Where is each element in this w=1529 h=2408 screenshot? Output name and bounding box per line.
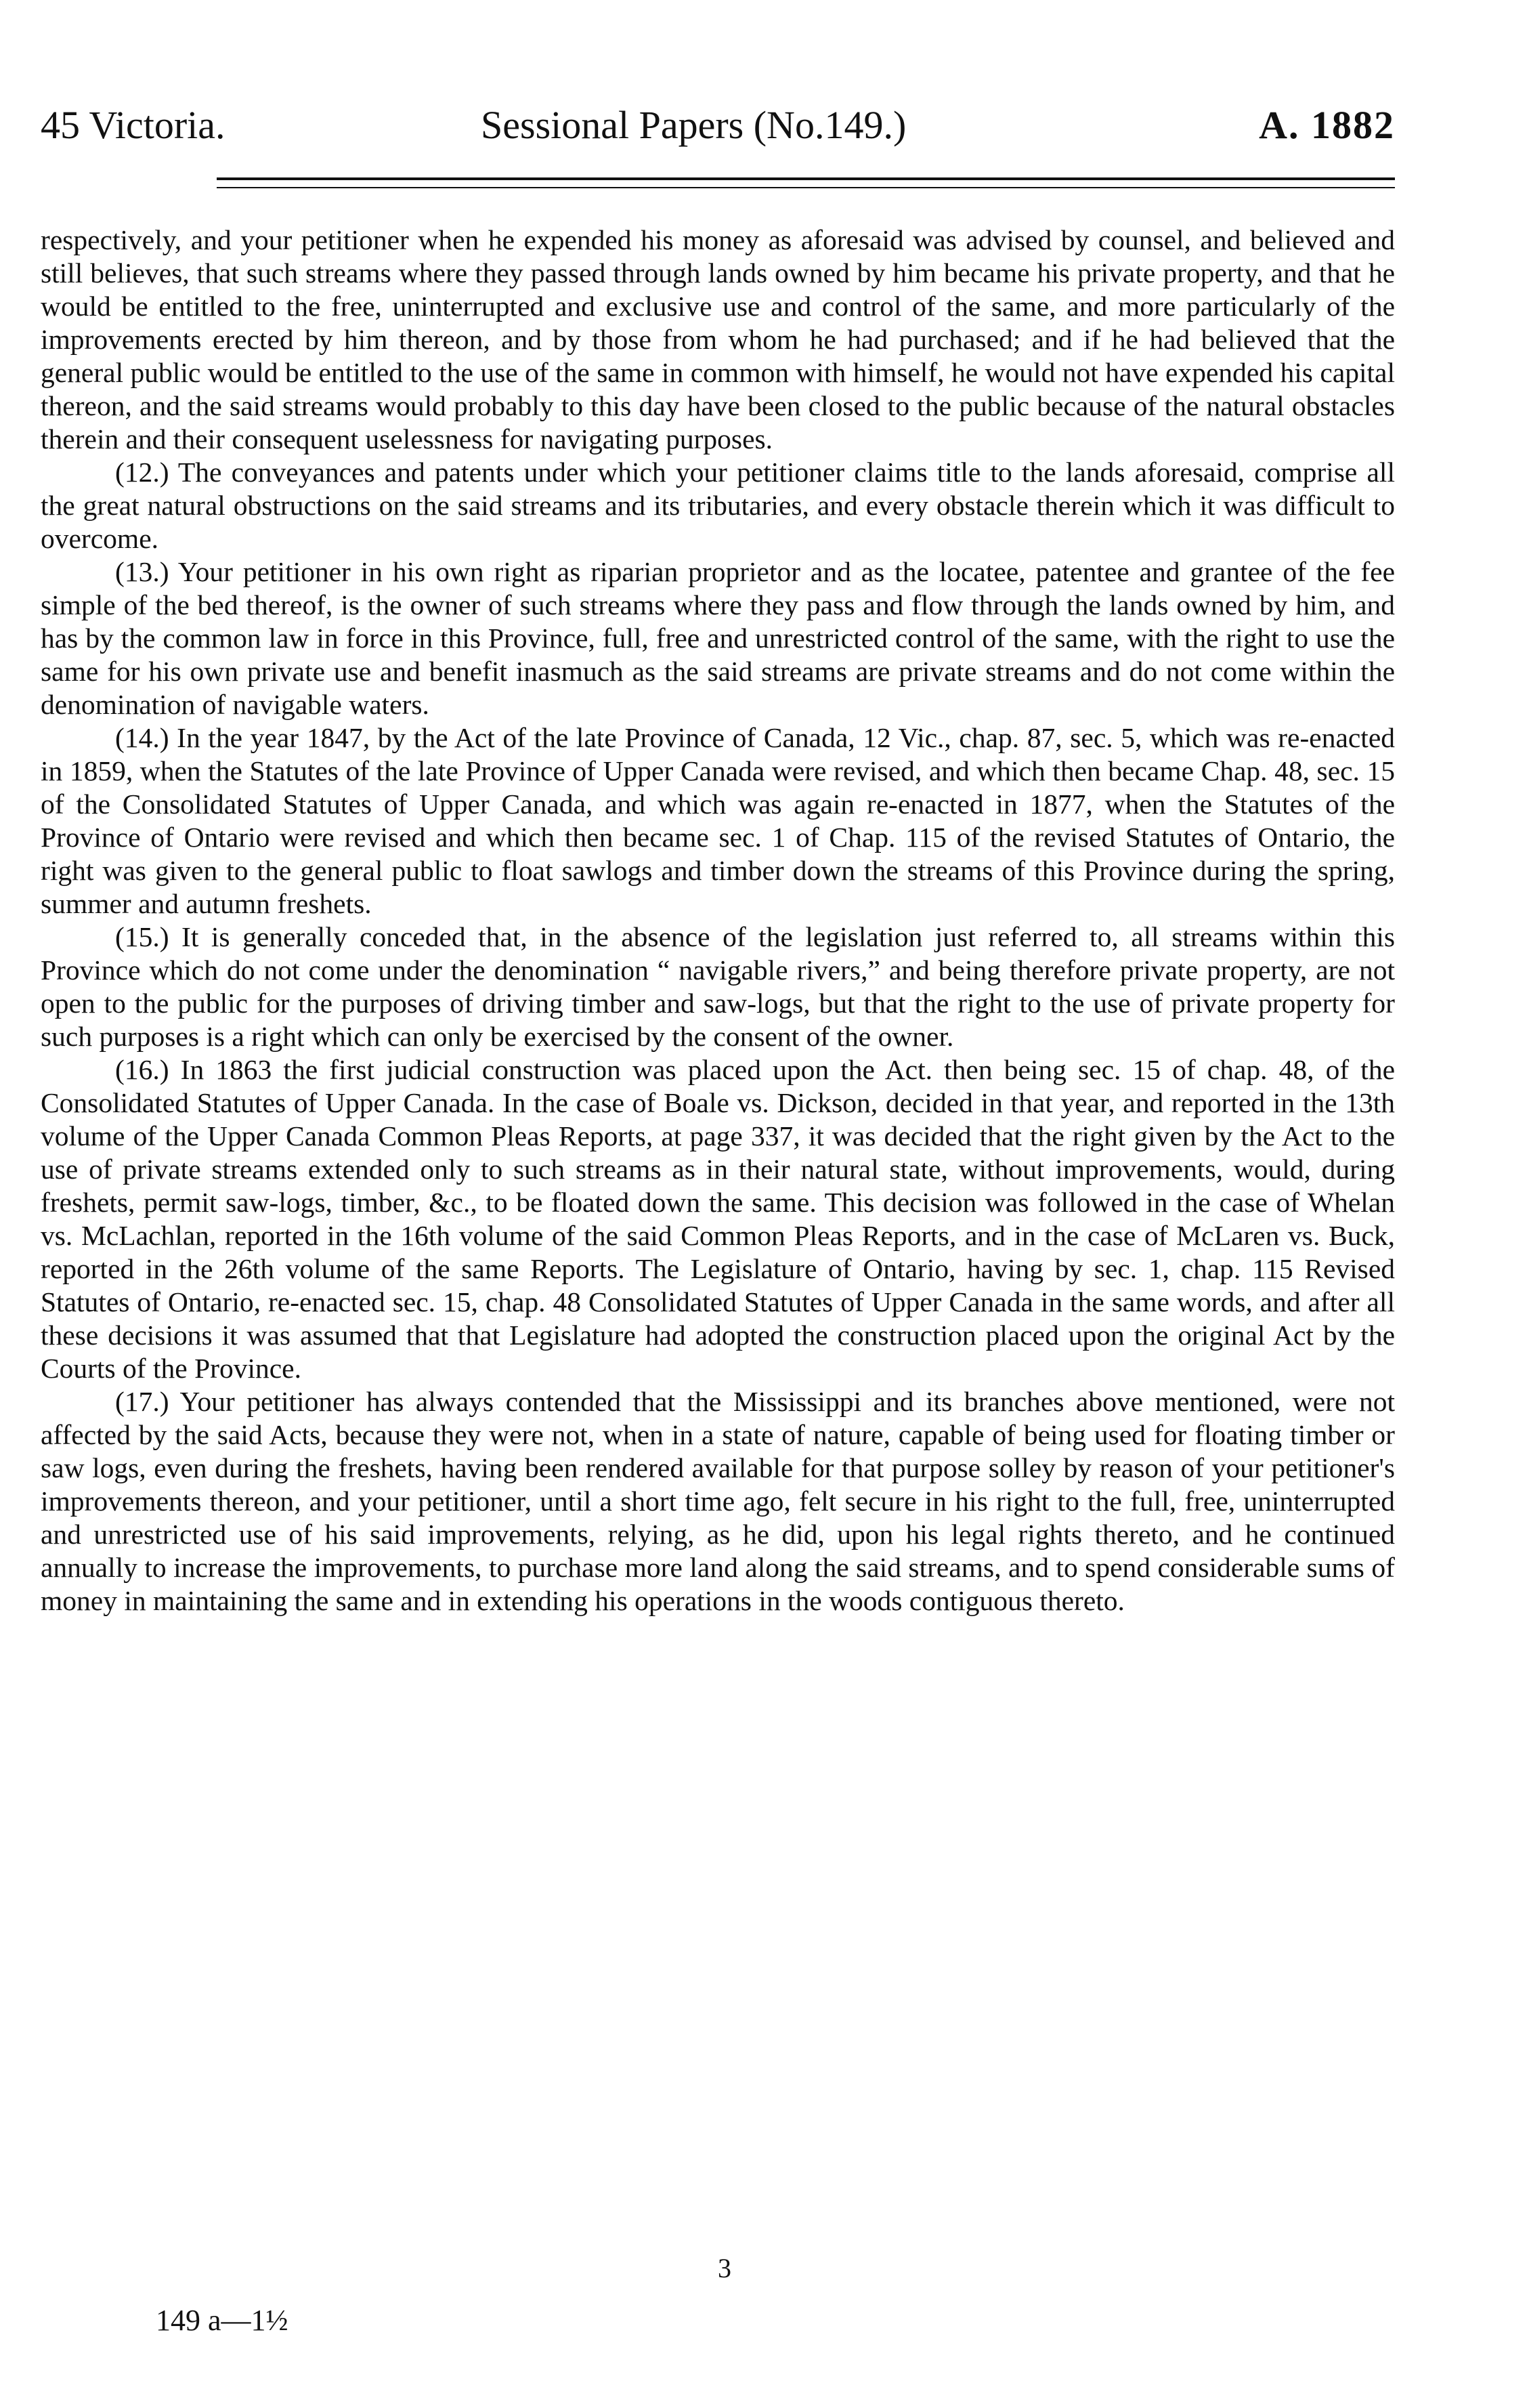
paragraph-16: (16.) In 1863 the first judicial construction was placed upon the Act. then being sec. 15 of chap. 48, of the Consolidated Statutes of Upper Canada. In the case of Boale vs. Dickson, decided in that year, and reported in the 13th volume of the Upper Canada Common Pleas Reports, at page 337, it was decided that the right given by the Act to the use of private streams extended only to such streams as in their natural state, without improvements, would, during freshets, permit saw-logs, timber, &c., to be floated down the same. This decision was followed in the case of Whelan vs. McLachlan, reported in the 16th volume of the said Common Pleas Reports, and in the case of McLaren vs. Buck, reported in the 26th volume of the same Reports. The Legislature of Ontario, having by sec. 1, chap. 115 Revised Statutes of Ontario, re-enacted sec. 15, chap. 48 Consolidated Statutes of Upper Canada in the same words, and after all these decisions it was assumed that that Legislature had adopted the construction placed upon the original Act by the Courts of the Province.: [41, 1054, 1395, 1384]
header-volume: 45 Victoria.: [41, 103, 225, 147]
page-number: 3: [718, 2253, 731, 2283]
paragraph-13: (13.) Your petitioner in his own right as riparian proprietor and as the locatee, patentee and grantee of the fee simple of the bed thereof, is the owner of such streams where they pass and flow through the lands owned by him, and has by the common law in force in this Province, full, free and unrestricted control of the same, with the right to use the same for his own private use and benefit inasmuch as the said streams are private streams and do not come within the denomination of navigable waters.: [41, 556, 1395, 720]
header-rule-thin: [217, 187, 1395, 188]
header-title: Sessional Papers (No.149.): [481, 103, 907, 147]
paragraph-continued: respectively, and your petitioner when he expended his money as aforesaid was advised by counsel, and believed and still believes, that such streams where they passed through lands owned by him became his private property, and that he would be entitled to the free, uninterrupted and exclusive use and control of the same, and more particularly of the improvements erected by him thereon, and by those from whom he had purchased; and if he had believed that the general public would be entitled to the use of the same in common with himself, he would not have expended his capital thereon, and the said streams would probably to this day have been closed to the public because of the natural obstacles therein and their consequent uselessness for navigating purposes.: [41, 224, 1395, 455]
paragraph-15: (15.) It is generally conceded that, in the absence of the legislation just referred to, all streams within this Province which do not come under the denomination “ navigable rivers,” and being therefore private property, are not open to the public for the purposes of driving timber and saw-logs, but that the right to the use of private property for such purposes is a right which can only be exercised by the consent of the owner.: [41, 921, 1395, 1052]
signature-mark: 149 a—1½: [156, 2304, 288, 2337]
body-text: [41, 224, 1395, 1618]
running-header: [41, 95, 1395, 156]
paragraph-14: (14.) In the year 1847, by the Act of the late Province of Canada, 12 Vic., chap. 87, sec. 5, which was re-enacted in 1859, when the Statutes of the late Province of Upper Canada were revised, and which then became Chap. 48, sec. 15 of the Consolidated Statutes of Upper Canada, and which was again re-enacted in 1877, when the Statutes of the Province of Ontario were revised and which then became sec. 1 of Chap. 115 of the revised Statutes of Ontario, the right was given to the general public to float sawlogs and timber down the streams of this Province during the spring, summer and autumn freshets.: [41, 722, 1395, 919]
header-year: A. 1882: [1259, 103, 1395, 147]
paragraph-17: (17.) Your petitioner has always contended that the Mississippi and its branches above mentioned, were not affected by the said Acts, because they were not, when in a state of nature, capable of being used for floating timber or saw logs, even during the freshets, having been rendered available for that purpose solley by reason of your petitioner's improvements thereon, and your petitioner, until a short time ago, felt secure in his right to the full, free, uninterrupted and unrestricted use of his said improvements, relying, as he did, upon his legal rights thereto, and he continued annually to increase the improvements, to purchase more land along the said streams, and to spend considerable sums of money in maintaining the same and in extending his operations in the woods contiguous thereto.: [41, 1386, 1395, 1616]
header-rule-thick: [217, 177, 1395, 180]
paragraph-12: (12.) The conveyances and patents under which your petitioner claims title to the lands aforesaid, comprise all the great natural obstructions on the said streams and its tributaries, and every obstacle therein which it was difficult to overcome.: [41, 457, 1395, 554]
